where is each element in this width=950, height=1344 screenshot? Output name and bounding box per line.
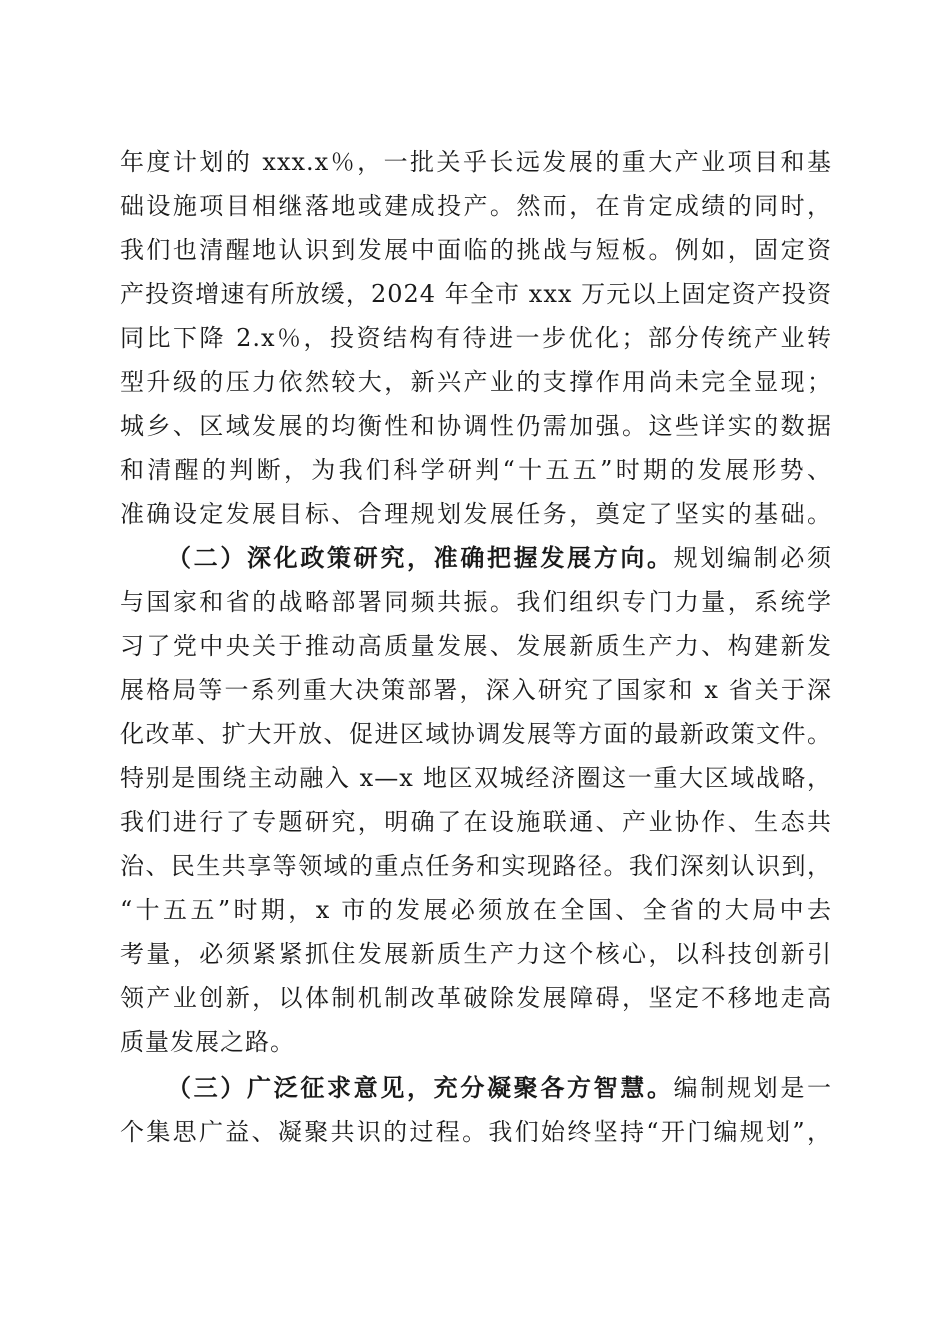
paragraph-1-line-9: 准确设定发展目标、合理规划发展任务，奠定了坚实的基础。: [120, 500, 832, 528]
paragraph-2-line-4: 展格局等一系列重大决策部署，深入研究了国家和 x 省关于深: [120, 676, 832, 704]
paragraph-2-line-6: 特别是围绕主动融入 x—x 地区双城经济圈这一重大区域战略，: [120, 764, 832, 792]
paragraph-1-line-2: 础设施项目相继落地或建成投产。然而，在肯定成绩的同时，: [120, 192, 832, 220]
paragraph-2-line-1: [167, 536, 832, 580]
paragraph-1-line-3: 我们也清醒地认识到发展中面临的挑战与短板。例如，固定资: [120, 236, 832, 264]
paragraph-1-line-6: 型升级的压力依然较大，新兴产业的支撑作用尚未完全显现；: [120, 368, 832, 396]
paragraph-2-line-9: “十五五”时期，x 市的发展必须放在全国、全省的大局中去: [120, 896, 832, 924]
paragraph-2-line-11: 领产业创新，以体制机制改革破除发展障碍，坚定不移地走高: [120, 984, 832, 1012]
paragraph-2-line-10: 考量，必须紧紧抓住发展新质生产力这个核心，以科技创新引: [120, 940, 832, 968]
paragraph-1-line-8: 和清醒的判断，为我们科学研判“十五五”时期的发展形势、: [120, 456, 832, 484]
paragraph-3-line-2: 个集思广益、凝聚共识的过程。我们始终坚持“开门编规划”，: [120, 1118, 832, 1146]
paragraph-3-heading: （三）广泛征求意见，充分凝聚各方智慧。: [167, 1073, 674, 1102]
paragraph-3-first-line-rest: 编制规划是一: [673, 1074, 832, 1102]
paragraph-2-line-12: 质量发展之路。: [120, 1028, 295, 1056]
paragraph-2-line-2: 与国家和省的战略部署同频共振。我们组织专门力量，系统学: [120, 588, 832, 616]
paragraph-2-first-line-rest: 规划编制必须: [673, 544, 832, 572]
paragraph-1-line-7: 城乡、区域发展的均衡性和协调性仍需加强。这些详实的数据: [120, 412, 832, 440]
paragraph-1-line-1: 年度计划的 xxx.x％，一批关乎长远发展的重大产业项目和基: [120, 148, 832, 176]
paragraph-1-line-5: 同比下降 2.x％，投资结构有待进一步优化；部分传统产业转: [120, 324, 832, 352]
paragraph-2-line-3: 习了党中央关于推动高质量发展、发展新质生产力、构建新发: [120, 632, 832, 660]
paragraph-2-heading: （二）深化政策研究，准确把握发展方向。: [167, 543, 674, 572]
paragraph-3-line-1: [167, 1066, 832, 1110]
paragraph-2-line-7: 我们进行了专题研究，明确了在设施联通、产业协作、生态共: [120, 808, 832, 836]
paragraph-2-line-8: 治、民生共享等领域的重点任务和实现路径。我们深刻认识到，: [120, 852, 832, 880]
paragraph-1-line-4: 产投资增速有所放缓，2024 年全市 xxx 万元以上固定资产投资: [120, 280, 832, 308]
paragraph-2-line-5: 化改革、扩大开放、促进区域协调发展等方面的最新政策文件。: [120, 720, 832, 748]
